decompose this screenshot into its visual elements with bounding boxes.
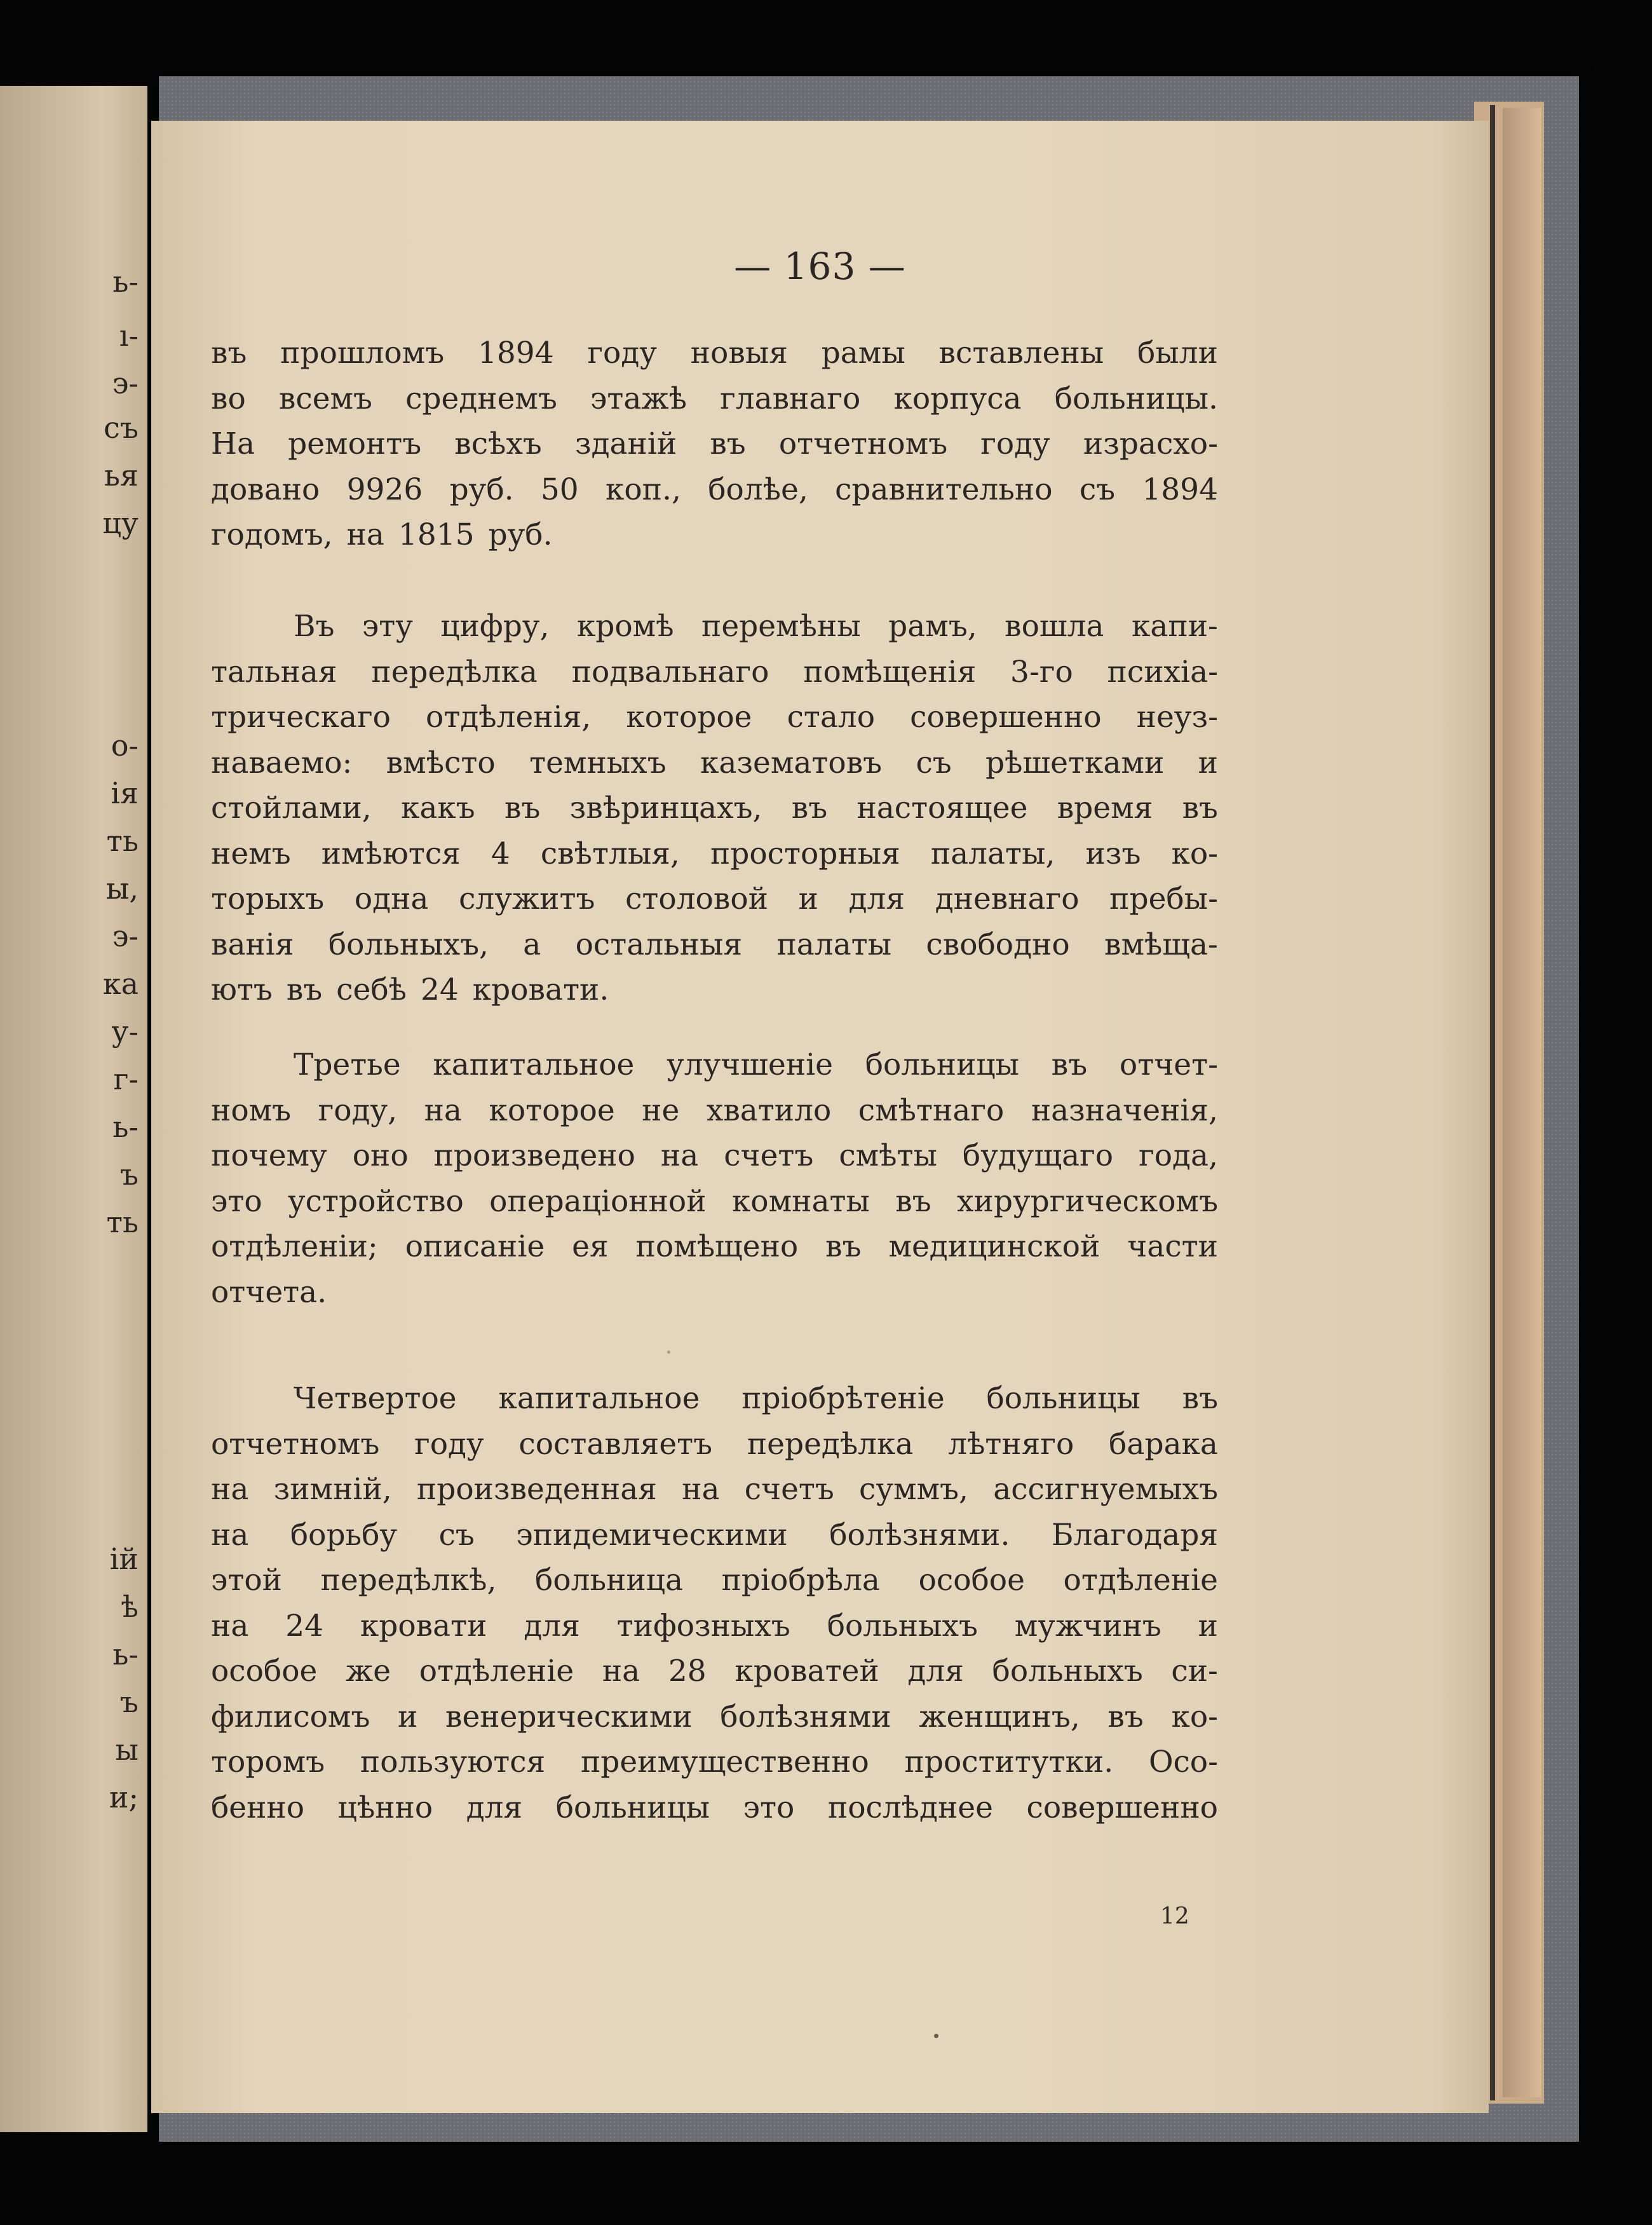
text-line: бенно цѣнно для больницы это послѣднее совершенно [211,1790,1218,1825]
left-page-fragment: ь- [112,1637,139,1671]
text-line: немъ имѣются 4 свѣтлыя, просторныя палаты, изъ ко- [211,836,1218,871]
paragraph [211,1376,1218,1830]
page-edge-shadow [1490,105,1495,2100]
text-line: во всемъ среднемъ этажѣ главнаго корпуса больницы. [211,381,1218,416]
left-page-fragment: съ [103,411,139,445]
paragraph [211,1042,1218,1315]
text-line: годомъ, на 1815 руб. [211,517,553,552]
text-line: трическаго отдѣленія, которое стало совершенно неуз- [211,700,1218,735]
book-page [151,121,1489,2113]
paragraph [211,330,1218,558]
left-page-fragment: ія [111,776,139,810]
text-line: номъ году, на которое не хватило смѣтнаго назначенія, [211,1092,1218,1128]
left-page-fragment: ы [115,1732,139,1767]
text-line: это устройство операціонной комнаты въ хирургическомъ [211,1183,1218,1219]
text-line: торыхъ одна служитъ столовой и для дневнаго пребы- [211,881,1218,916]
left-page-fragment: ть [106,1205,139,1239]
text-line: отдѣленіи; описаніе ея помѣщено въ медицинской части [211,1229,1218,1264]
speck [667,1351,670,1354]
left-page-fragment: ья [104,458,139,493]
text-line: отчетномъ году составляетъ передѣлка лѣтняго барака [211,1426,1218,1462]
left-page-fragment: ы, [105,871,139,906]
left-page-fragment: э- [112,919,139,953]
text-line: на борьбу съ эпидемическими болѣзнями. Благодаря [211,1517,1218,1553]
text-line: ванія больныхъ, а остальныя палаты свободно вмѣща- [211,927,1218,962]
left-page-fragment: о- [111,728,139,763]
left-page-fragment: э- [112,366,139,400]
text-line: Четвертое капитальное пріобрѣтеніе больницы въ [294,1381,1218,1416]
text-line: довано 9926 руб. 50 коп., болѣе, сравнительно съ 1894 [211,472,1218,507]
speck [934,2034,938,2038]
text-line: тальная передѣлка подвальнаго помѣщенія 3-го психіа- [211,654,1218,690]
page-edges-inner [1503,108,1541,2097]
left-page-fragment: ій [109,1542,139,1576]
text-line: этой передѣлкѣ, больница пріобрѣла особое отдѣленіе [211,1563,1218,1598]
left-page-fragment: у- [111,1014,139,1049]
left-page-fragment: цу [102,506,139,540]
left-page-fragment: ть [106,824,139,858]
left-page-fragment: ка [102,967,139,1001]
text-line: почему оно произведено на счетъ смѣты будущаго года, [211,1138,1218,1173]
left-page-fragment: ь- [112,1110,139,1144]
text-line: особое же отдѣленіе на 28 кроватей для больныхъ си- [211,1654,1218,1689]
text-line: наваемо: вмѣсто темныхъ казематовъ съ рѣшетками и [211,745,1218,780]
text-line: Третье капитальное улучшеніе больницы въ отчет- [294,1047,1218,1082]
left-page-fragment: ı- [119,318,139,353]
text-line: Въ эту цифру, кромѣ перемѣны рамъ, вошла капи- [294,609,1218,644]
text-line: торомъ пользуются преимущественно проститутки. Осо- [211,1745,1218,1779]
left-page-fragment: и; [109,1780,139,1814]
left-page-fragment: ъ [119,1157,139,1192]
left-facing-page [0,86,147,2132]
text-line: отчета. [211,1274,327,1310]
left-page-fragment: ь- [112,264,139,299]
text-line: ютъ въ себѣ 24 кровати. [211,972,609,1007]
page-number: — 163 — [734,245,906,288]
text-line: филисомъ и венерическими болѣзнями женщинъ, въ ко- [211,1699,1218,1734]
text-line: на зимній, произведенная на счетъ суммъ, ассигнуемыхъ [211,1472,1218,1507]
text-line: въ прошломъ 1894 году новыя рамы вставлены были [211,336,1218,371]
signature-mark: 12 [1160,1903,1189,1929]
left-page-fragment: г- [113,1062,139,1096]
left-page-fragment: ѣ [121,1589,139,1624]
paragraph [211,604,1218,1013]
text-line: На ремонтъ всѣхъ зданій въ отчетномъ году израсхо- [211,426,1218,461]
text-line: на 24 кровати для тифозныхъ больныхъ мужчинъ и [211,1608,1218,1643]
left-page-fragment: ъ [119,1685,139,1719]
text-line: стойлами, какъ въ звѣринцахъ, въ настоящее время въ [211,791,1218,826]
